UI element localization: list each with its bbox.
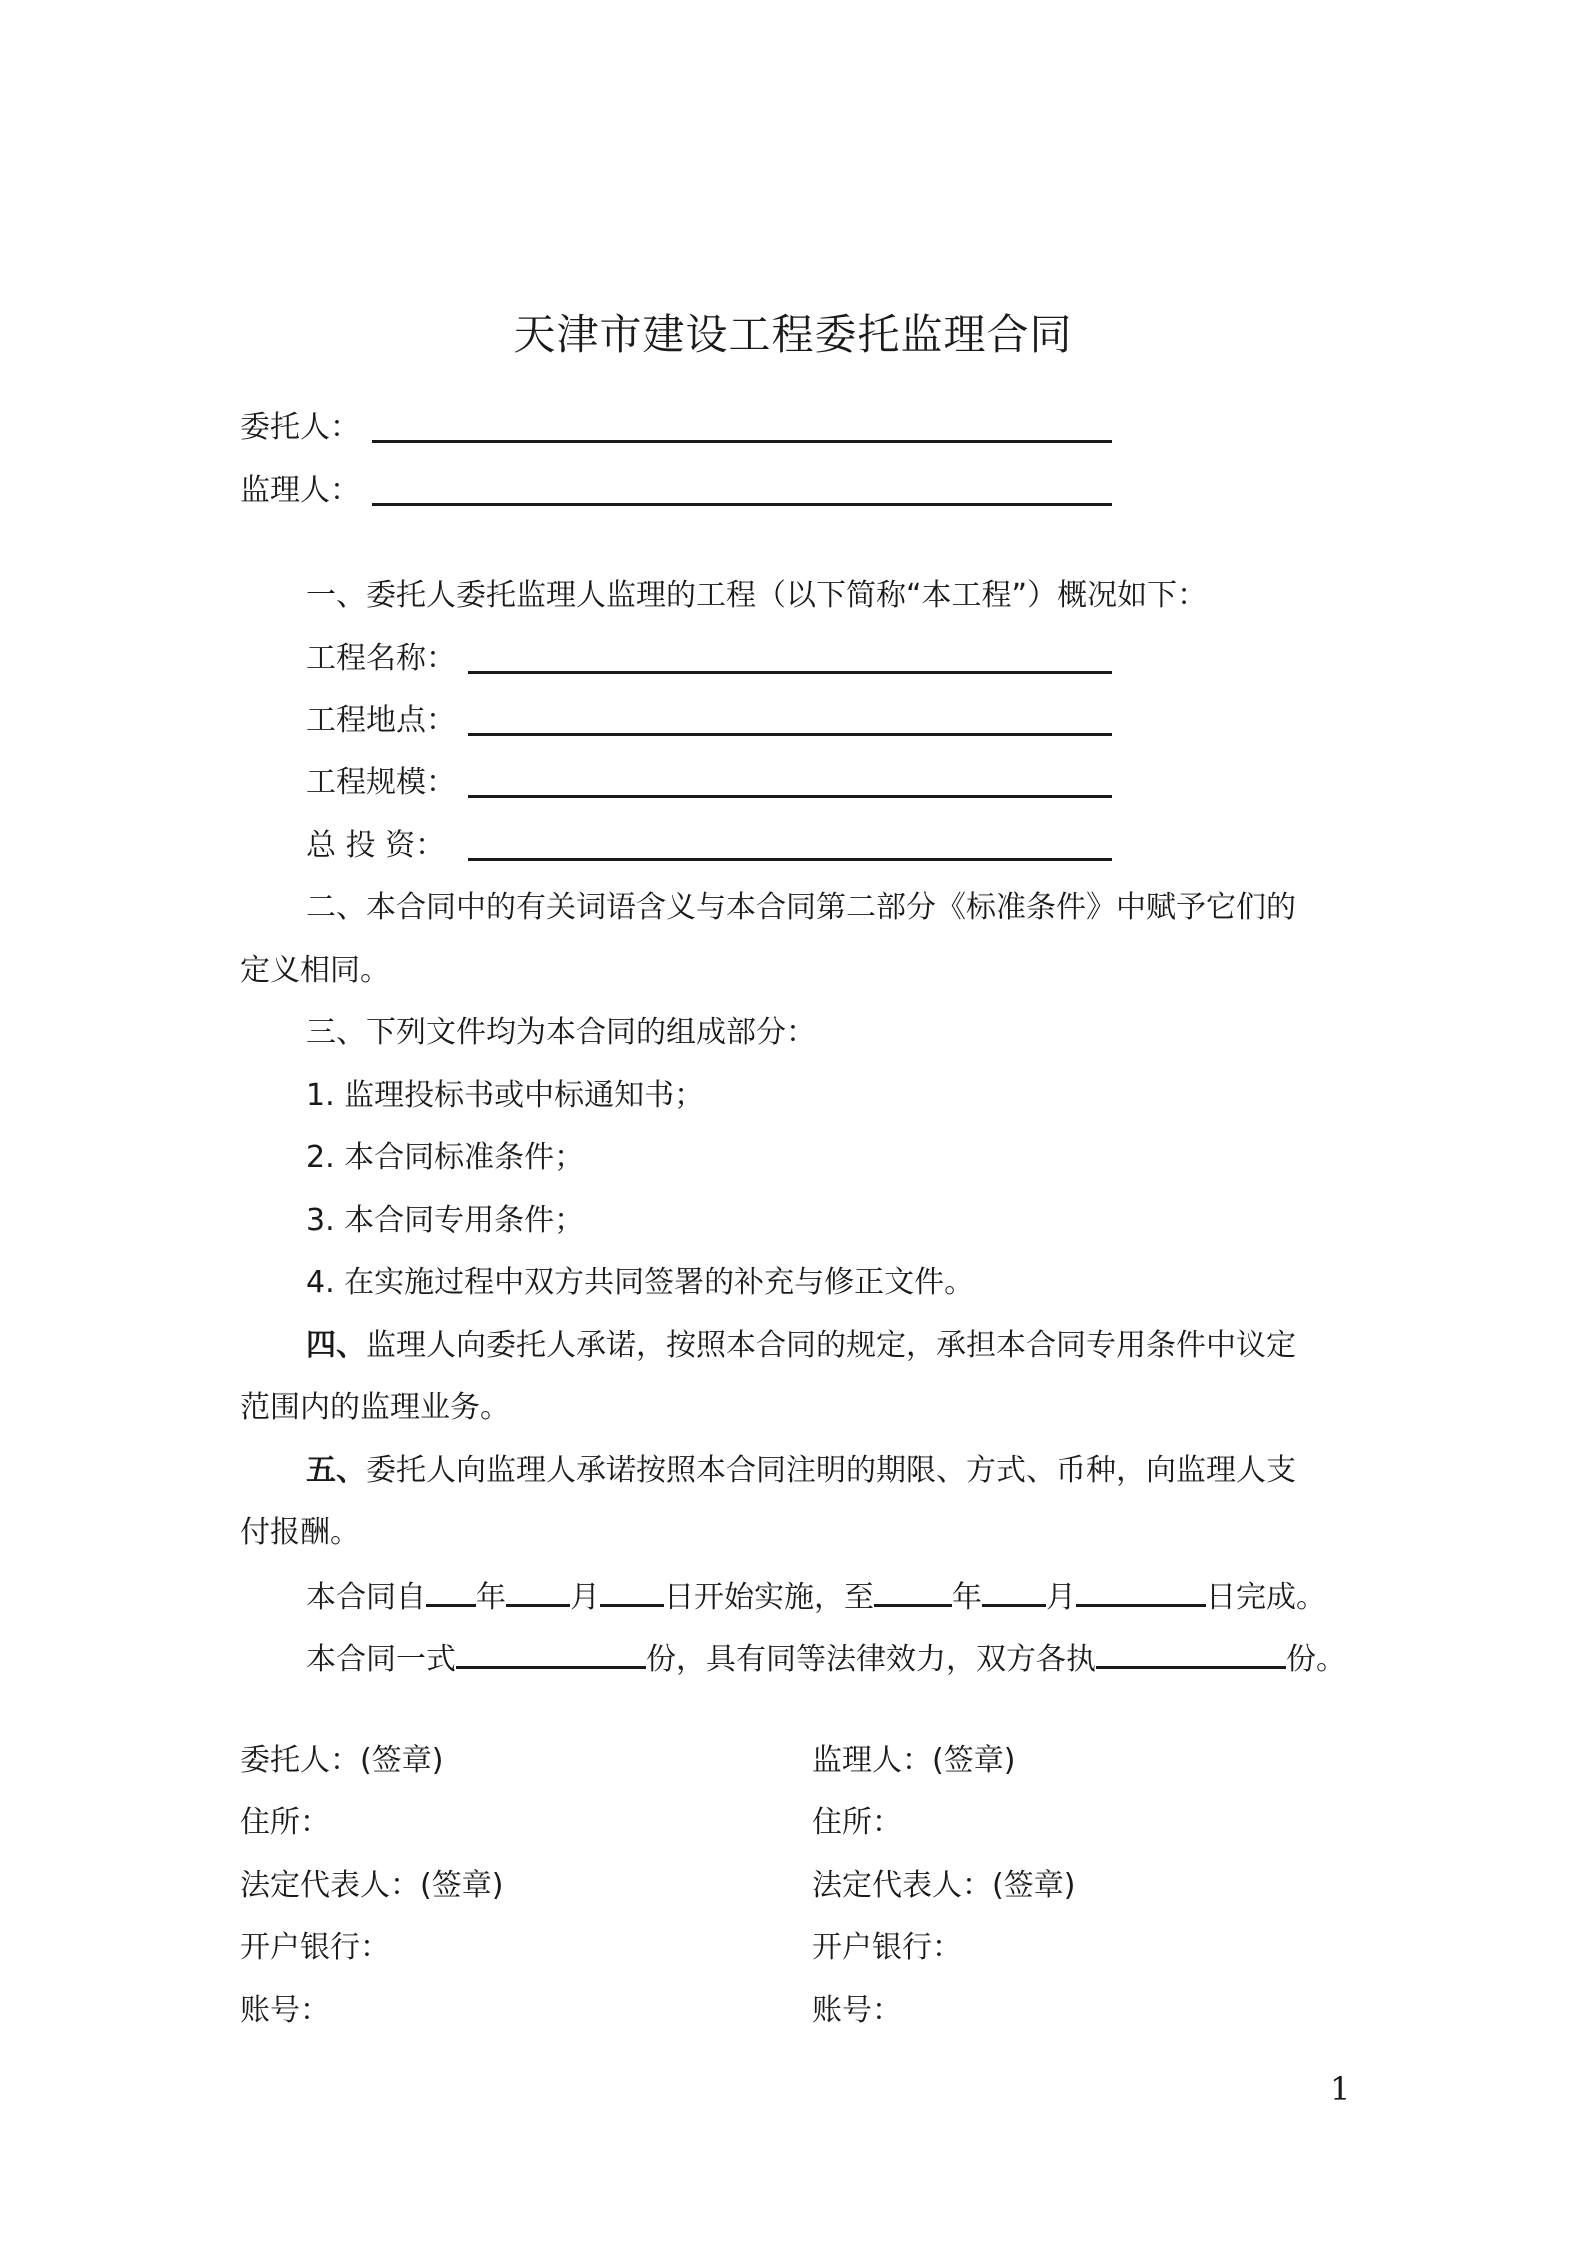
sig-left-bank: 开户银行： [240, 1930, 390, 1965]
section5-line2: 付报酬。 [240, 1515, 360, 1550]
term-end-year-label: 年 [952, 1580, 982, 1615]
end-year-blank [874, 1578, 952, 1607]
section3-item-1: 1. 监理投标书或中标通知书； [306, 1078, 705, 1113]
section3-item-2: 2. 本合同标准条件； [306, 1140, 585, 1175]
page-number: 1 [1330, 2070, 1351, 2108]
sig-right-supervisor: 监理人：(签章) [812, 1743, 1016, 1778]
term-year-label: 年 [476, 1580, 506, 1615]
supervisor-field-label: 监理人： [240, 473, 360, 508]
copies-label: 本合同一式 [306, 1642, 456, 1677]
copies-line [306, 1640, 1346, 1678]
term-month-label: 月 [570, 1580, 600, 1615]
term-end-month-label: 月 [1046, 1580, 1076, 1615]
section4-text: 监理人向委托人承诺，按照本合同的规定，承担本合同专用条件中议定 [366, 1328, 1296, 1363]
sig-right-bank: 开户银行： [812, 1930, 962, 1965]
section1-heading: 一、委托人委托监理人监理的工程（以下简称“本工程”）概况如下： [306, 578, 1208, 613]
project-name-underline [468, 671, 1112, 674]
start-day-blank [600, 1578, 664, 1607]
total-investment-underline [468, 858, 1112, 861]
project-name-label: 工程名称： [306, 641, 456, 676]
sig-left-client: 委托人：(签章) [240, 1743, 444, 1778]
section4-line1 [306, 1328, 1296, 1364]
section5-line1 [306, 1453, 1296, 1489]
section3-heading: 三、下列文件均为本合同的组成部分： [306, 1015, 816, 1050]
project-scale-underline [468, 795, 1112, 798]
total-investment-label: 总 投 资： [306, 828, 446, 863]
sig-right-account: 账号： [812, 1993, 902, 2028]
copies-total-blank [456, 1640, 646, 1669]
sig-left-address: 住所： [240, 1805, 330, 1840]
section5-text: 委托人向监理人承诺按照本合同注明的期限、方式、币种，向监理人支 [366, 1453, 1296, 1488]
sig-right-address: 住所： [812, 1805, 902, 1840]
sig-right-legal-rep: 法定代表人：(签章) [812, 1868, 1076, 1903]
section3-item-4: 4. 在实施过程中双方共同签署的补充与修正文件。 [306, 1265, 975, 1300]
start-year-blank [426, 1578, 476, 1607]
section2-line2: 定义相同。 [240, 953, 390, 988]
section4-prefix: 四、 [306, 1328, 366, 1363]
client-field-label: 委托人： [240, 410, 360, 445]
section2-line1: 二、本合同中的有关词语含义与本合同第二部分《标准条件》中赋予它们的 [306, 890, 1296, 925]
project-location-underline [468, 733, 1112, 736]
start-month-blank [506, 1578, 570, 1607]
project-scale-label: 工程规模： [306, 765, 456, 800]
supervisor-underline [372, 503, 1112, 506]
copies-middle-text: 份，具有同等法律效力，双方各执 [646, 1642, 1096, 1677]
term-end-text: 日完成。 [1206, 1580, 1326, 1615]
document-title: 天津市建设工程委托监理合同 [513, 310, 1073, 359]
copies-each-blank [1096, 1640, 1286, 1669]
sig-left-legal-rep: 法定代表人：(签章) [240, 1868, 504, 1903]
term-begin-text: 日开始实施，至 [664, 1580, 874, 1615]
section5-prefix: 五、 [306, 1453, 366, 1488]
sig-left-account: 账号： [240, 1993, 330, 2028]
term-line [306, 1578, 1326, 1616]
section3-item-3: 3. 本合同专用条件； [306, 1203, 585, 1238]
copies-end-text: 份。 [1286, 1642, 1346, 1677]
client-underline [372, 440, 1112, 443]
project-location-label: 工程地点： [306, 703, 456, 738]
section4-line2: 范围内的监理业务。 [240, 1390, 510, 1425]
term-start-label: 本合同自 [306, 1580, 426, 1615]
end-month-blank [982, 1578, 1046, 1607]
end-day-blank [1076, 1578, 1206, 1607]
